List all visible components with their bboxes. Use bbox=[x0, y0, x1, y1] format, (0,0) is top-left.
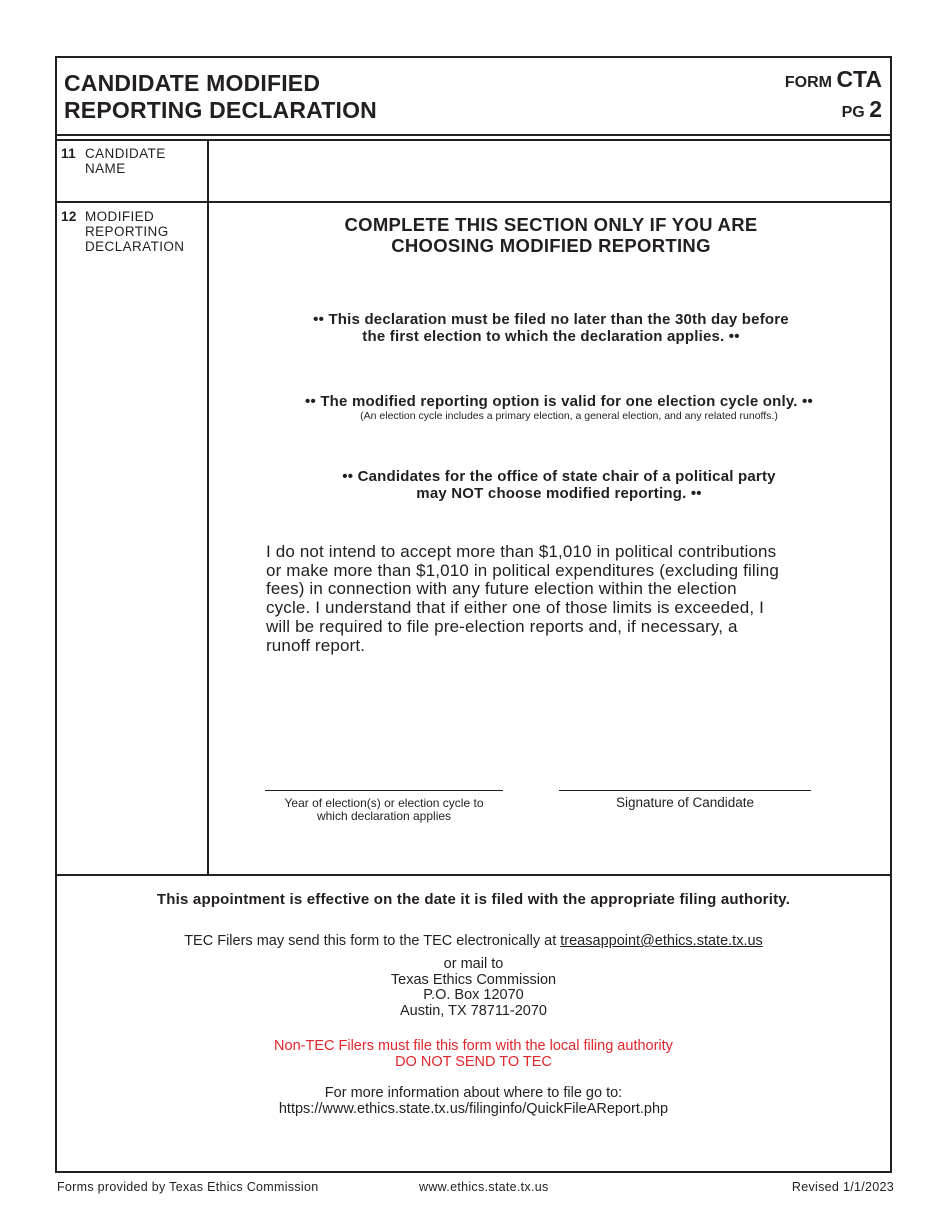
item-12-label-line1: MODIFIED bbox=[85, 209, 155, 224]
item-11-number: 11 bbox=[61, 146, 77, 161]
mail-address-block bbox=[55, 957, 892, 1019]
section-heading-line1: COMPLETE THIS SECTION ONLY IF YOU ARE bbox=[344, 214, 758, 235]
declaration-line4: cycle. I understand that if either one of those limits is exceeded, I bbox=[266, 598, 764, 618]
tec-electronic-text: TEC Filers may send this form to the TEC electronically at bbox=[184, 933, 561, 949]
election-cycle-notice bbox=[200, 393, 918, 410]
more-info-block bbox=[55, 1085, 892, 1117]
filing-deadline-line2: the first election to which the declaration applies. •• bbox=[362, 328, 740, 345]
candidate-name-field[interactable] bbox=[212, 142, 888, 200]
election-cycle-text: •• The modified reporting option is valid for one election cycle only. •• bbox=[305, 393, 813, 410]
tec-email-link[interactable]: treasappoint@ethics.state.tx.us bbox=[560, 933, 763, 949]
declaration-line2: or make more than $1,010 in political expenditures (excluding filing bbox=[266, 560, 779, 580]
item-12-number: 12 bbox=[61, 209, 77, 224]
effective-notice: This appointment is effective on the date it is filed with the appropriate filing authority. bbox=[156, 891, 791, 908]
provided-by-text: Forms provided by Texas Ethics Commission bbox=[57, 1180, 319, 1194]
item-11-label-line1: CANDIDATE bbox=[85, 146, 166, 161]
page-prefix: PG bbox=[841, 104, 865, 121]
form-title-line2: REPORTING DECLARATION bbox=[64, 97, 377, 123]
form-title bbox=[64, 70, 377, 124]
section-heading bbox=[210, 214, 892, 256]
address-line3: Austin, TX 78711-2070 bbox=[400, 1002, 547, 1019]
candidate-signature-field[interactable] bbox=[559, 760, 811, 789]
row-divider-11 bbox=[55, 201, 892, 203]
candidate-signature-caption: Signature of Candidate bbox=[615, 795, 755, 810]
declaration-line3: fees) in connection with any future election within the election bbox=[266, 579, 737, 599]
declaration-statement bbox=[266, 543, 826, 655]
address-line2: P.O. Box 12070 bbox=[423, 987, 524, 1003]
item-12-label-line2: REPORTING bbox=[85, 224, 169, 239]
page-number: 2 bbox=[869, 96, 882, 122]
election-year-field[interactable] bbox=[265, 760, 503, 789]
form-prefix: FORM bbox=[784, 74, 832, 91]
non-tec-line1: Non-TEC Filers must file this form with the local filing authority bbox=[274, 1038, 673, 1054]
state-chair-notice bbox=[200, 468, 918, 502]
more-info-url[interactable]: https://www.ethics.state.tx.us/filinginfo/QuickFileAReport.php bbox=[278, 1101, 669, 1117]
section-divider bbox=[55, 874, 892, 876]
election-cycle-note: (An election cycle includes a primary election, a general election, and any related runoffs.) bbox=[360, 410, 778, 422]
item-12-label bbox=[61, 209, 195, 254]
non-tec-notice bbox=[55, 1039, 892, 1070]
item-12-label-line3: DECLARATION bbox=[85, 239, 185, 254]
form-identifier bbox=[785, 66, 882, 126]
header-divider-bottom bbox=[55, 139, 892, 141]
candidate-signature-line bbox=[559, 790, 811, 791]
election-year-caption-line1: Year of election(s) or election cycle to bbox=[284, 796, 484, 810]
state-chair-line1: •• Candidates for the office of state chair of a political party bbox=[342, 468, 776, 485]
declaration-line6: runoff report. bbox=[266, 635, 366, 655]
election-year-caption-line2: which declaration applies bbox=[316, 809, 452, 823]
more-info-line1: For more information about where to file go to: bbox=[324, 1085, 623, 1101]
header-divider-top bbox=[55, 134, 892, 136]
address-line1: Texas Ethics Commission bbox=[390, 971, 557, 988]
website-text: www.ethics.state.tx.us bbox=[419, 1180, 549, 1194]
item-11-label bbox=[61, 146, 195, 176]
form-title-line1: CANDIDATE MODIFIED bbox=[64, 70, 321, 96]
election-year-line bbox=[265, 790, 503, 791]
election-year-caption bbox=[265, 797, 503, 823]
revision-date: Revised 1/1/2023 bbox=[791, 1180, 894, 1194]
state-chair-line2: may NOT choose modified reporting. •• bbox=[416, 485, 702, 502]
tec-electronic-notice bbox=[55, 933, 892, 949]
non-tec-line2: DO NOT SEND TO TEC bbox=[395, 1053, 552, 1070]
section-heading-line2: CHOOSING MODIFIED REPORTING bbox=[391, 235, 711, 256]
filing-deadline-notice bbox=[210, 311, 892, 345]
column-divider bbox=[207, 140, 209, 875]
declaration-line5: will be required to file pre-election reports and, if necessary, a bbox=[266, 616, 738, 636]
form-code: CTA bbox=[836, 66, 882, 92]
declaration-line1: I do not intend to accept more than $1,010 in political contributions bbox=[266, 542, 777, 561]
or-mail-text: or mail to bbox=[443, 956, 504, 972]
filing-deadline-line1: •• This declaration must be filed no later than the 30th day before bbox=[313, 311, 789, 328]
item-11-label-line2: NAME bbox=[85, 161, 126, 176]
